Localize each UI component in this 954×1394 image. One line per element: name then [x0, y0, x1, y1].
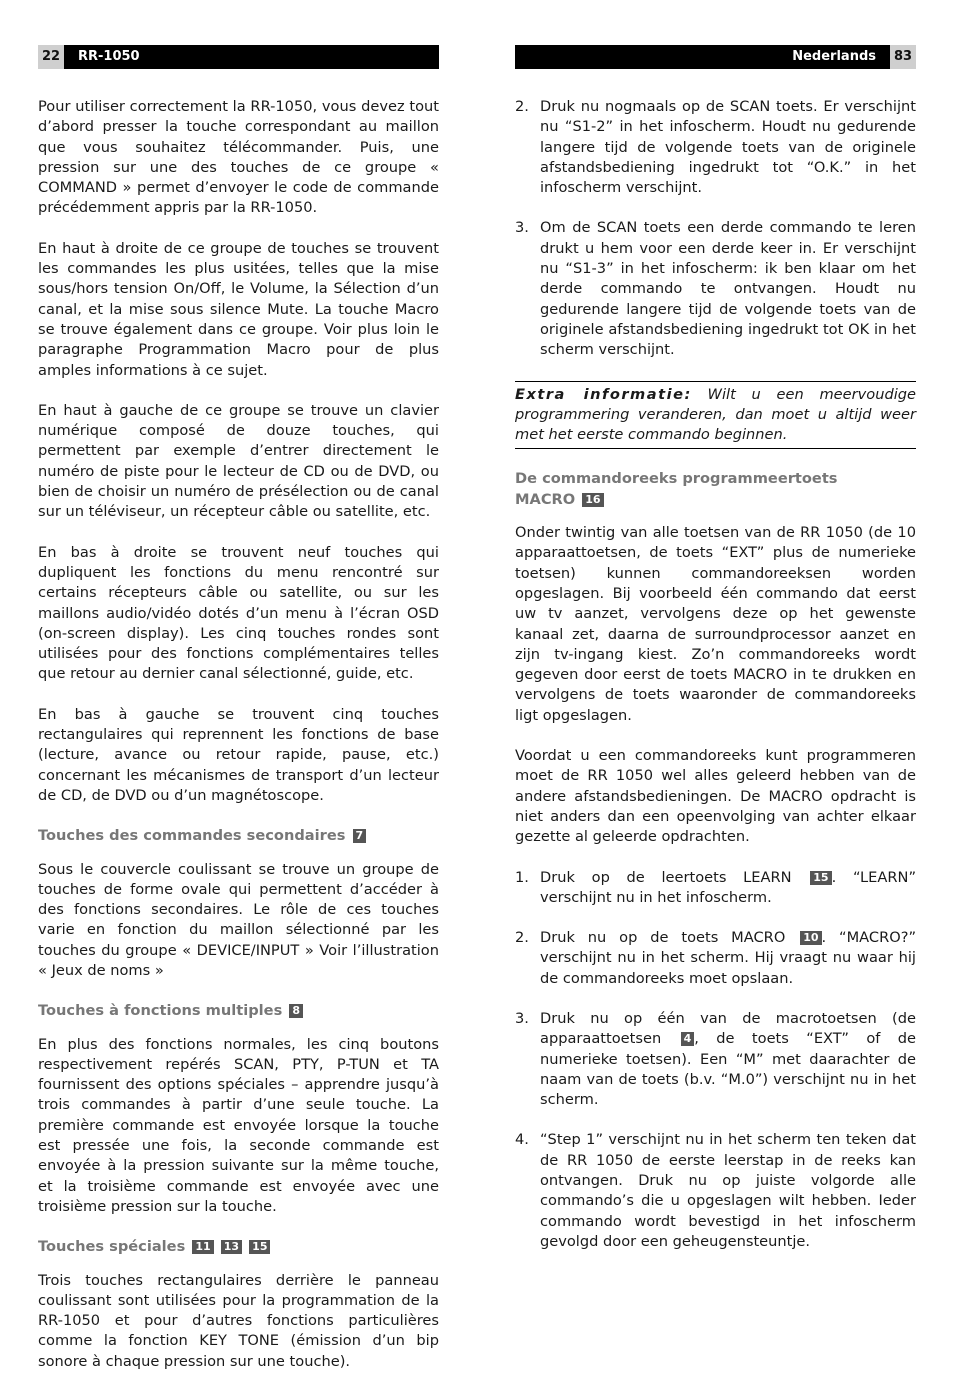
list-item: 3. Druk nu op één van de macrotoetsen (de apparaattoetsen 4 , de toets “EXT” of de numerieke toetsen). Een “M” met daarachter de naam van de toets (b.v. “M.0”) verschijnt nu in het scherm.	[515, 1009, 917, 1109]
paragraph: En bas à droite se trouvent neuf touches qui dupliquent les fonctions du menu rencontré sur certains récepteurs câble ou satellite, ou sur les maillons audio/vidéo dotés d’un menu à l’écran OSD (on-screen display). Les cinq touches rondes sont utilisées pour des fonctions complémentaires telles que retour au dernier canal sélectionné, guide, etc.	[38, 543, 439, 683]
paragraph: Sous le couvercle coulissant se trouve un groupe de touches de forme ovale qui permettent d’accéder à des fonctions secondaires. Le rôle de ces touches varie en fonction du maillon sélectionné par les touches du groupe « DEVICE/INPUT » Voir l’illustration « Jeux de noms »	[38, 860, 439, 979]
list-item: 1. Druk op de leertoets LEARN 15 . “LEARN” verschijnt nu in het infoscherm.	[515, 868, 917, 906]
paragraph: Trois touches rectangulaires derrière le panneau coulissant sont utilisées pour la programmation de la RR-1050 et pour d’autres fonctions particulières comme la fonction KEY TONE (émission d’un bip sonore à chaque pression sur une touche).	[38, 1271, 439, 1370]
reference-badge: 15	[810, 871, 831, 885]
header-right	[515, 45, 916, 69]
extra-info-text: Wilt u een meervoudige programmering veranderen, dan moet u altijd weer met het eerste commando beginnen.	[515, 385, 917, 444]
reference-badge: 10	[800, 931, 821, 945]
reference-badge: 15	[249, 1240, 270, 1254]
section-heading: Touches des commandes secondaires 7	[38, 826, 439, 846]
list-item: 3. Om de SCAN toets een derde commando te leren drukt u hem voor een derde keer in. Er verschijnt nu “S1-3” in het infoscherm: ik ben klaar om het derde commando te ontvangen. Houdt nu gedurende langere tijd de volgende toets van de originele afstandsbediening ingedrukt tot OK in het scherm verschijnt.	[515, 219, 916, 359]
extra-info-label: Extra informatie:	[515, 385, 692, 403]
model-title: RR-1050	[78, 49, 140, 64]
reference-badge: 16	[582, 493, 603, 507]
reference-badge: 8	[289, 1004, 303, 1018]
reference-badge: 4	[681, 1032, 695, 1046]
reference-badge: 13	[221, 1240, 242, 1254]
page-number-left: 22	[38, 45, 64, 69]
section-heading: Touches spéciales 11 13 15	[38, 1237, 439, 1257]
macro-step-list	[515, 868, 916, 1253]
section-heading: Touches à fonctions multiples 8	[38, 1001, 439, 1021]
extra-info-box	[515, 381, 916, 450]
reference-badge: 11	[192, 1240, 213, 1254]
reference-badge: 7	[353, 829, 367, 843]
paragraph: Voordat u een commandoreeks kunt programmeren moet de RR 1050 wel alles geleerd hebben van de andere afstandsbedieningen. De MACRO opdracht is niet anders dan een opeenvolging van achter elkaar gezette al geleerde opdrachten.	[515, 747, 916, 846]
left-column	[38, 97, 439, 1392]
paragraph: En plus des fonctions normales, les cinq boutons respectivement repérés SCAN, PTY, P-TUN et TA fournissent des options spéciales – apprendre jusqu’à trois commandes à partir d’une seule touche. La première commande est envoyée lorsque la touche est pressée une fois, la seconde commande est envoyée à la pression suivante sur la même touche, et la troisième commande est envoyée avec une troisième pression sur la touche.	[38, 1035, 439, 1215]
right-column	[515, 97, 916, 1272]
list-item: 2. Druk nu op de toets MACRO 10 . “MACRO?” verschijnt nu in het scherm. Hij vraagt nu waar hij de commandoreeks moet opslaan.	[515, 929, 917, 987]
language-title: Nederlands	[792, 49, 876, 64]
list-item: 4. “Step 1” verschijnt nu in het scherm ten teken dat de RR 1050 de eerste leerstap in de reeks kan ontvangen. Druk nu op juiste volgorde alle commando’s die u opgeslagen wilt hebben. Ieder commando wordt bevestigd in het infoscherm gevolgd door een geheugensteuntje.	[515, 1131, 916, 1250]
header-left	[38, 45, 439, 69]
paragraph: En haut à gauche de ce groupe se trouve un clavier numérique composé de douze touches, qui permettent par exemple d’entrer directement le numéro de piste pour le lecteur de CD ou de DVD, ou bien de choisir un numéro de présélection ou de canal sur un téléviseur, un récepteur câble ou satellite, etc.	[38, 401, 439, 521]
page-number-right: 83	[890, 45, 916, 69]
paragraph: Onder twintig van alle toetsen van de RR 1050 (de 10 apparaattoetsen, de toets “EXT” plus de numerieke toetsen) kunnen commandoreeksen worden opgeslagen. Bij voorbeeld één commando dat eerst uw tv aanzet, vervolgens deze op het gewenste kanaal zet, daarna de surroundprocessor aanzet en zijn tv-ingang kiest. Zo’n commandoreeks wordt gegeven door eerst de toets MACRO in te drukken en vervolgens de toets waaronder de commandoreeks ligt opgeslagen.	[515, 524, 916, 724]
paragraph: En bas à gauche se trouvent cinq touches rectangulaires qui reprennent les fonctions de base (lecture, avance ou retour rapide, pause, etc.) concernant les mécanismes de transport d’un lecteur de CD, de DVD ou d’un magnétoscope.	[38, 705, 439, 804]
section-heading: De commandoreeks programmeertoets MACRO 16	[515, 470, 838, 508]
paragraph: Pour utiliser correctement la RR-1050, vous devez tout d’abord presser la touche correspondant au maillon que vous souhaitez télécommander. Puis, une pression sur une des touches de ce groupe « COMMAND » permet d’envoyer le code de commande précédemment appris par la RR-1050.	[38, 98, 439, 217]
step-list	[515, 97, 916, 361]
list-item: 2. Druk nu nogmaals op de SCAN toets. Er verschijnt nu “S1-2” in het infoscherm. Houdt nu gedurende langere tijd de volgende toets van de originele afstandsbediening ingedrukt tot “O.K.” in het infoscherm verschijnt.	[515, 98, 916, 197]
paragraph: En haut à droite de ce groupe de touches se trouvent les commandes les plus usitées, telles que la mise sous/hors tension On/Off, le Volume, la Sélection d’un canal, et la mise sous silence Mute. La touche Macro se trouve également dans ce groupe. Voir plus loin le paragraphe Programmation Macro pour de plus amples informations à ce sujet.	[38, 239, 439, 379]
